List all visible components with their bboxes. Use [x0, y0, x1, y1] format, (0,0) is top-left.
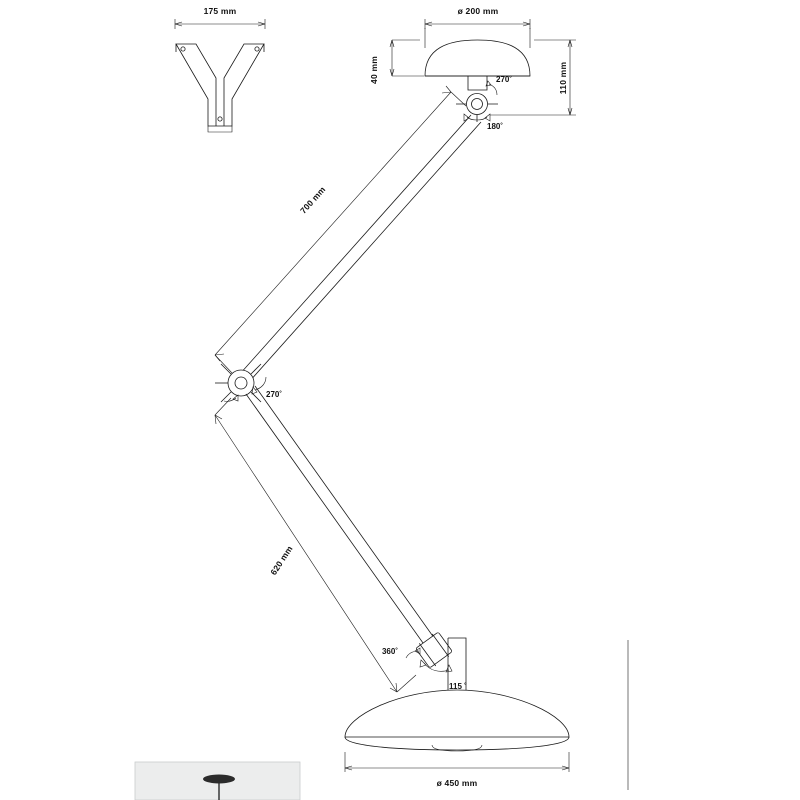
- shade-assembly: [390, 19, 576, 122]
- lamp-base: [345, 638, 569, 772]
- upper-arm: [239, 115, 481, 382]
- dim-label-base-diameter: ø 450 mm: [436, 778, 478, 788]
- lower-arm: [246, 386, 437, 650]
- dim-label-head-height: 110 mm: [558, 61, 568, 95]
- dim-label-shade-diameter: ø 200 mm: [457, 6, 499, 16]
- top-view-bracket: [175, 19, 265, 132]
- angle-label-middle-joint: 270˚: [266, 390, 283, 399]
- dim-label-upper-arm: 700 mm: [298, 184, 328, 216]
- angle-label-lower-rotation: 360˚: [381, 647, 398, 656]
- dim-shade-diameter: [425, 19, 530, 29]
- dim-label-bracket-width: 175 mm: [203, 6, 237, 16]
- dim-shade-height: [390, 40, 424, 76]
- lower-joint: [406, 630, 454, 672]
- bracket-shape: [176, 44, 264, 132]
- angle-label-shade-tilt: 270˚: [496, 75, 513, 84]
- detail-view-bottom: [135, 762, 300, 800]
- dim-label-lower-arm: 620 mm: [268, 543, 295, 577]
- angle-label-base-tilt: 115 ˚: [449, 682, 467, 691]
- dim-base-diameter: [345, 766, 569, 770]
- dim-label-shade-height: 40 mm: [369, 56, 379, 84]
- angle-label-top-joint: 180˚: [487, 122, 504, 131]
- dim-upper-arm: [215, 86, 466, 373]
- middle-joint: [215, 364, 266, 402]
- dim-bracket-width: [175, 19, 265, 29]
